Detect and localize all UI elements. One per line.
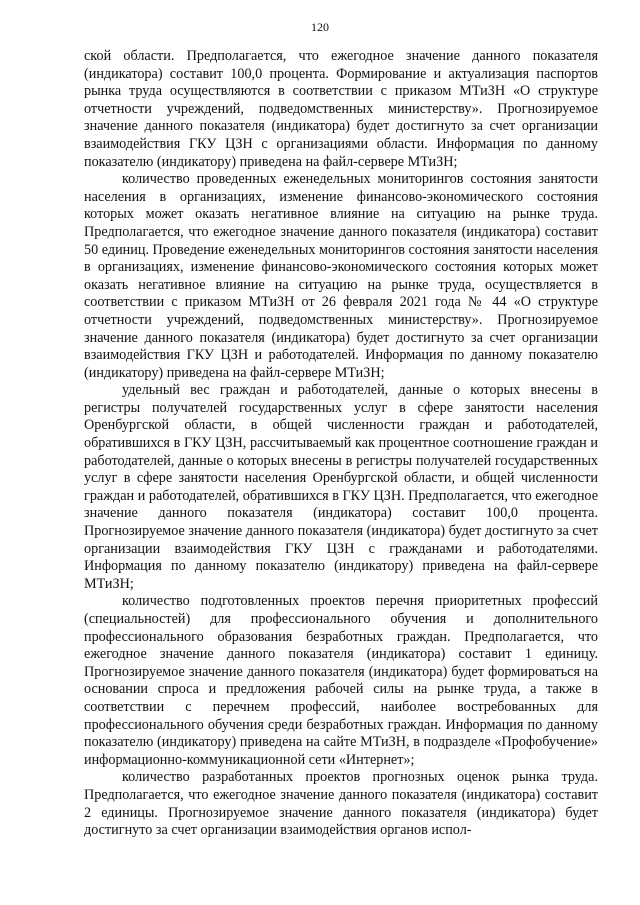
document-body bbox=[84, 48, 598, 840]
paragraph-monitoring-count: количество проведенных еженедельных мониторингов состояния занятости населения в организациях, изменение финансово-экономического состояния которых может оказать негативное влияние на ситуацию на рынке труда. Предполагается, что ежегодное значение данного показателя (индикатора) составит 50 единиц. Проведение еженедельных мониторингов состояния занятости населения в организациях, изменение финансово-экономического состояния которых может оказать негативное влияние на ситуацию на рынке труда, осуществляется в соответствии с приказом МТиЗН от 26 февраля 2021 года № 44 «О структуре отчетности учреждений, подведомственных министерству». Прогнозируемое значение данного показателя (индикатора) будет достигнуто за счет организации взаимодействия ГКУ ЦЗН и работодателей. Информация по данному показателю (индикатору) приведена на файл-сервере МТиЗН; bbox=[84, 171, 598, 381]
paragraph-labor-forecasts: количество разработанных проектов прогнозных оценок рынка труда. Предполагается, что ежегодное значение данного показателя (индикатора) составит 2 единицы. Прогнозируемое значение данного показателя (индикатора) будет достигнуто за счет организации взаимодействия органов испол- bbox=[84, 769, 598, 839]
paragraph-priority-professions: количество подготовленных проектов перечня приоритетных профессий (специальностей) для профессионального обучения и дополнительного профессионального образования безработных граждан. Предполагается, что ежегодное значение данного показателя (индикатора) составит 1 единицу. Прогнозируемое значение данного показателя (индикатора) будет формироваться на основании спроса и предложения рабочей силы на рынке труда, а также в соответствии с перечнем профессий, наиболее востребованных для профессионального обучения среди безработных граждан. Информация по данному показателю (индикатору) приведена на сайте МТиЗН, в подразделе «Профобучение» информационно-коммуникационной сети «Интернет»; bbox=[84, 593, 598, 768]
paragraph-registry-share: удельный вес граждан и работодателей, данные о которых внесены в регистры получателей государственных услуг в сфере занятости населения Оренбургской области, в общей численности граждан и работодателей, обратившихся в ГКУ ЦЗН, рассчитываемый как процентное соотношение граждан и работодателей, данные о которых внесены в регистры получателей государственных услуг в сфере занятости населения Оренбургской области, и общей численности граждан и работодателей, обратившихся в ГКУ ЦЗН. Предполагается, что ежегодное значение данного показателя (индикатора) составит 100,0 процента. Прогнозируемое значение данного показателя (индикатора) будет достигнуто за счет организации взаимодействия ГКУ ЦЗН с гражданами и работодателями. Информация по данному показателю (индикатору) приведена на файл-сервере МТиЗН; bbox=[84, 382, 598, 592]
paragraph-continuation: ской области. Предполагается, что ежегодное значение данного показателя (индикатора) составит 100,0 процента. Формирование и актуализация паспортов рынка труда осуществляются в соответствии с приказом МТиЗН «О структуре отчетности учреждений, подведомственных министерству». Прогнозируемое значение данного показателя (индикатора) будет достигнуто за счет организации взаимодействия ГКУ ЦЗН с организациями области. Информация по данному показателю (индикатору) приведена на файл-сервере МТиЗН; bbox=[84, 48, 598, 170]
page-number: 120 bbox=[311, 20, 329, 34]
